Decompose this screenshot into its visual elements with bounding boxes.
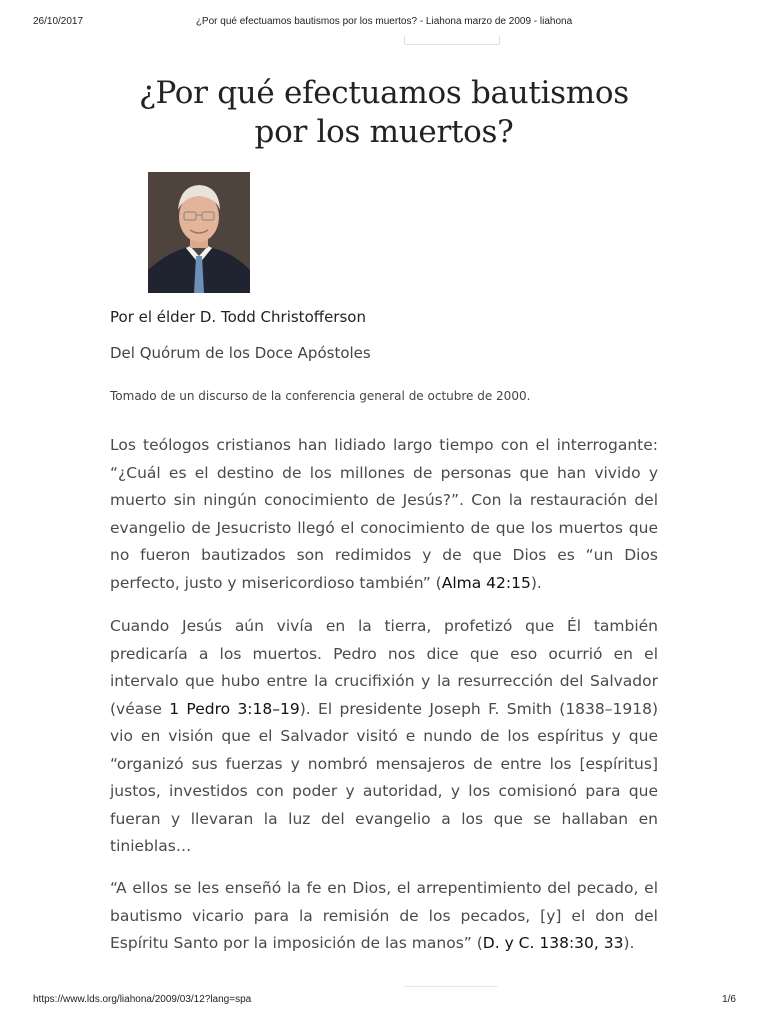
print-url: https://www.lds.org/liahona/2009/03/12?lang=spa <box>33 994 252 1005</box>
paragraph-1-end: ). <box>530 573 542 592</box>
author-portrait <box>148 172 250 293</box>
print-footer <box>0 994 768 1008</box>
paragraph-2 <box>110 613 658 861</box>
author-role: Del Quórum de los Doce Apóstoles <box>110 344 371 362</box>
bottom-divider <box>404 986 498 989</box>
paragraph-2-text-before: Cuando Jesús aún vivía en la tierra, profetizó que Él también predicaría a los muertos. Pedro nos dice que eso ocurrió en el intervalo que hubo entre la crucifixión y la resurrección del Salvador (véase <box>110 617 658 718</box>
paragraph-3-end: ). <box>623 934 635 952</box>
print-header <box>0 16 768 30</box>
paragraph-1 <box>110 432 658 597</box>
paragraph-2-text-after: ). El presidente Joseph F. Smith (1838–1918) vio en visión que el Salvador visitó e nundo de los espíritus y que “organizó sus fuerzas y nombró mensajeros de entre los [espíritus] justos, investidos con poder y autoridad, y los comisionó para que fueran y llevaran la luz del evangelio a los que se hallaban en tinieblas… <box>110 699 659 855</box>
scripture-link-dyc[interactable]: D. y C. 138:30, 33 <box>482 934 624 952</box>
paragraph-3 <box>110 875 658 958</box>
source-note: Tomado de un discurso de la conferencia general de octubre de 2000. <box>110 389 531 403</box>
paragraph-3-text: “A ellos se les enseñó la fe en Dios, el arrepentimiento del pecado, el bautismo vicario para la remisión de los pecados, [y] el don del Espíritu Santo por la imposición de las manos” ( <box>110 879 658 952</box>
print-date: 26/10/2017 <box>33 16 84 27</box>
scripture-link-alma[interactable]: Alma 42:15 <box>441 573 531 592</box>
paragraph-1-text: Los teólogos cristianos han lidiado largo tiempo con el interrogante: “¿Cuál es el destino de los millones de personas que han vivido y muerto sin ningún conocimiento de Jesús?”. Con la restauración del evangelio de Jesucristo llegó el conocimiento de que los muertos que no fueron bautizados son redimidos y de que Dios es “un Dios perfecto, justo y misericordioso también” ( <box>110 436 658 592</box>
scripture-link-1-pedro[interactable]: 1 Pedro 3:18–19 <box>169 699 300 718</box>
author-name: Por el élder D. Todd Christofferson <box>110 308 366 326</box>
print-page-number: 1/6 <box>722 994 736 1005</box>
article-title: ¿Por qué efectuamos bautismos por los muertos? <box>139 75 629 150</box>
print-page-title: ¿Por qué efectuamos bautismos por los muertos? - Liahona marzo de 2009 - liahona <box>195 16 573 27</box>
top-divider <box>404 36 500 45</box>
